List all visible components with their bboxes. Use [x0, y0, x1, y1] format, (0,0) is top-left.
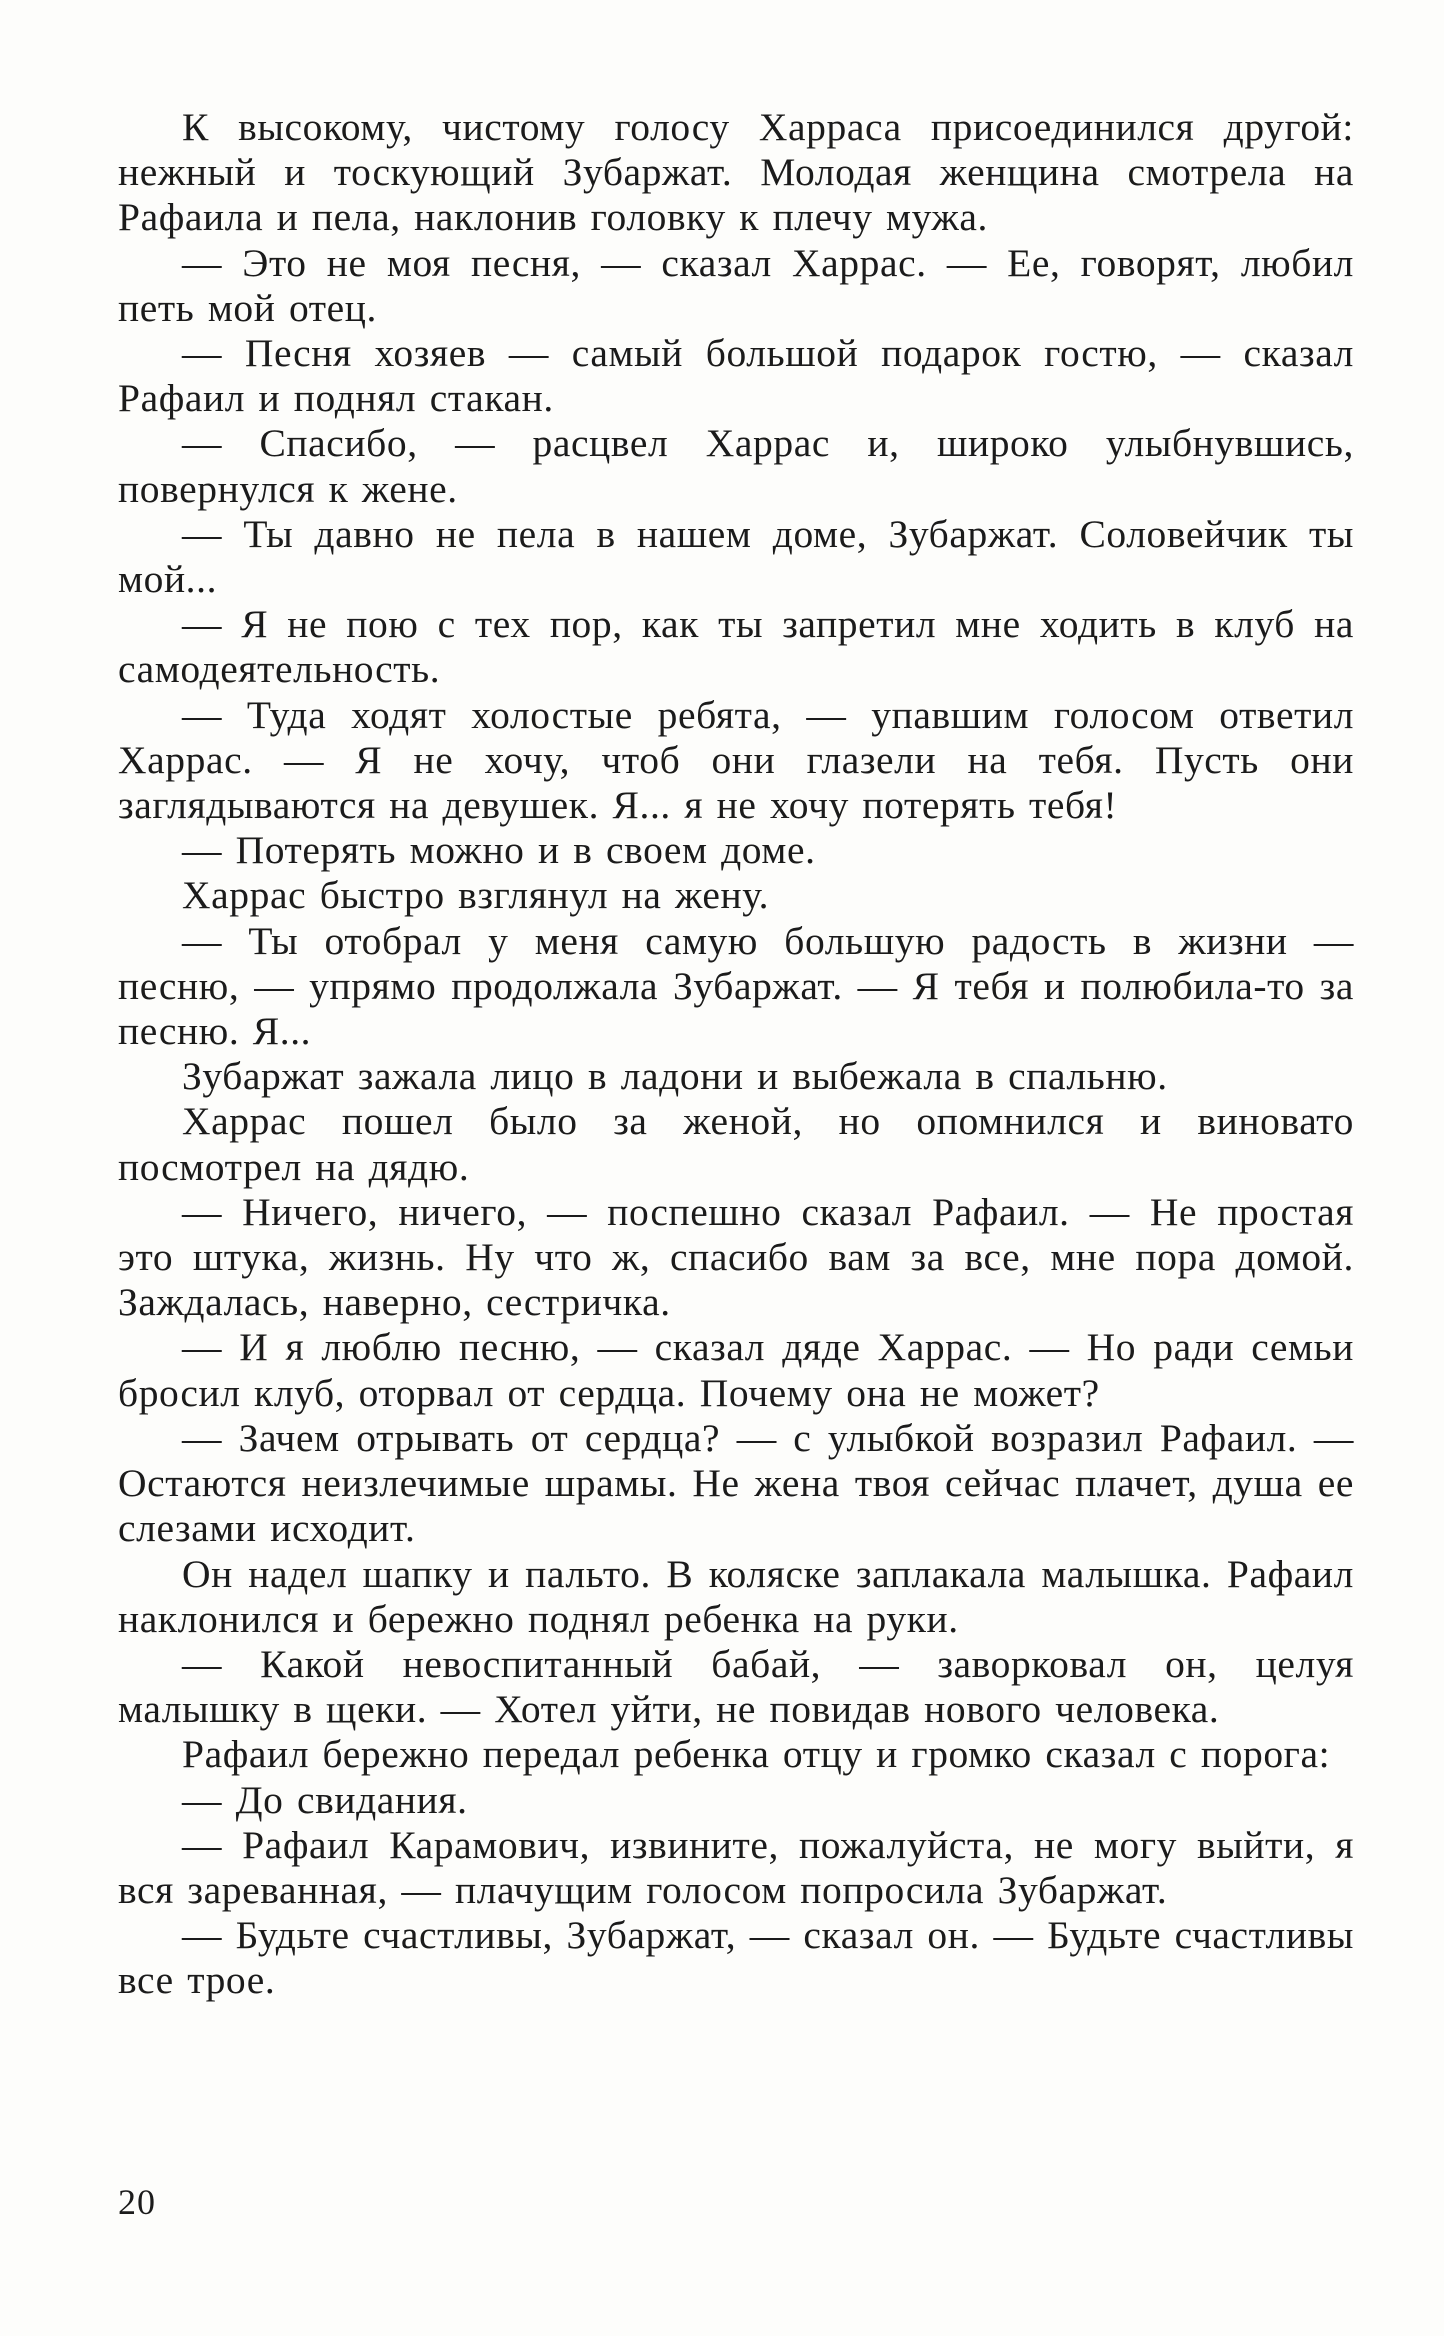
paragraph: — И я люблю песню, — сказал дяде Харрас. — Но ради семьи бросил клуб, оторвал от сердца. Почему она не может?: [118, 1325, 1354, 1415]
paragraph: Зубаржат зажала лицо в ладони и выбежала в спальню.: [182, 1054, 1168, 1099]
paragraph: — Ты давно не пела в нашем доме, Зубаржат. Соловейчик ты мой...: [118, 511, 1354, 602]
paragraph: — Какой невоспитанный бабай, — заворковал он, целуя малышку в щеки. — Хотел уйти, не повидав нового человека.: [118, 1641, 1354, 1732]
paragraph: — Я не пою с тех пор, как ты запретил мне ходить в клуб на самодеятельность.: [118, 602, 1354, 692]
paragraph: — Рафаил Карамович, извините, пожалуйста, не могу выйти, я вся зареванная, — плачущим голосом попросила Зубаржат.: [118, 1822, 1354, 1912]
paragraph: — Спасибо, — расцвел Харрас и, широко улыбнувшись, повернулся к жене.: [118, 421, 1354, 511]
paragraph: К высокому, чистому голосу Харраса присоединился другой: нежный и тоскующий Зубаржат. Молодая женщина смотрела на Рафаила и пела, наклонив головку к плечу мужа.: [118, 105, 1354, 240]
paragraph: — Туда ходят холостые ребята, — упавшим голосом ответил Харрас. — Я не хочу, чтоб они глазели на тебя. Пусть они заглядываются на девушек. Я... я не хочу потерять тебя!: [118, 692, 1354, 828]
paragraph: — Потерять можно и в своем доме.: [182, 828, 816, 873]
paragraph: Харрас быстро взглянул на жену.: [182, 873, 770, 918]
paragraph: Рафаил бережно передал ребенка отцу и громко сказал с порога:: [182, 1732, 1331, 1777]
paragraph: — Это не моя песня, — сказал Харрас. — Ее, говорят, любил петь мой отец.: [118, 240, 1354, 330]
paragraph: — Будьте счастливы, Зубаржат, — сказал он. — Будьте счастливы все трое.: [118, 1913, 1354, 2003]
paragraph: Он надел шапку и пальто. В коляске заплакала малышка. Рафаил наклонился и бережно поднял ребенка на руки.: [118, 1551, 1354, 1641]
paragraph: — Песня хозяев — самый большой подарок гостю, — сказал Рафаил и поднял стакан.: [118, 331, 1354, 421]
paragraph: — Ты отобрал у меня самую большую радость в жизни — песню, — упрямо продолжала Зубаржат. — Я тебя и полюбила-то за песню. Я...: [118, 918, 1354, 1054]
paragraph: — Ничего, ничего, — поспешно сказал Рафаил. — Не простая это штука, жизнь. Ну что ж, спасибо вам за все, мне пора домой. Заждалась, наверно, сестричка.: [118, 1189, 1354, 1325]
paragraph: — Зачем отрывать от сердца? — с улыбкой возразил Рафаил. — Остаются неизлечимые шрамы. Не жена твоя сейчас плачет, душа ее слезами исходит.: [118, 1415, 1354, 1551]
paragraph: Харрас пошел было за женой, но опомнился и виновато посмотрел на дядю.: [118, 1099, 1354, 1189]
paragraph: — До свидания.: [182, 1777, 468, 1822]
body-text: [118, 105, 1354, 2004]
page-number: 20: [118, 2182, 156, 2222]
